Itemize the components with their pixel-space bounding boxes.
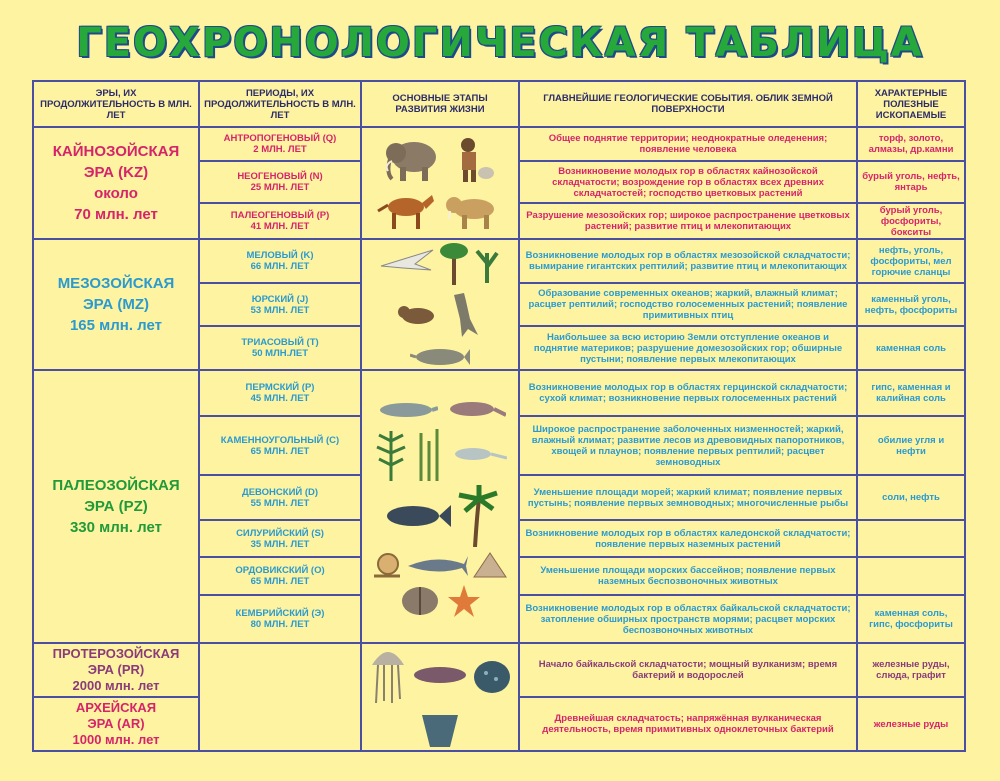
- amphibian-icon: [374, 396, 438, 422]
- period-j: [200, 284, 360, 325]
- era-code: ЭРА (MZ): [82, 296, 149, 313]
- rodent-icon: [396, 302, 440, 326]
- event-n: Возникновение молодых гор в областях кайнозойской складчатости; возрождение гор в областях всех древних складчатостей; господство цветковых растений: [552, 165, 824, 199]
- fish-icon: [381, 501, 451, 531]
- event-t: Наибольшее за всю историю Земли отступление океанов и поднятие материков; разрушение домезозойских гор; обширные пустыни; появление первых млекопитающих: [533, 331, 843, 365]
- period-duration: 45 МЛН. ЛЕТ: [250, 393, 310, 404]
- period-name: ДЕВОНСКИЙ (D): [241, 486, 319, 498]
- period-name: КАМЕННОУГОЛЬНЫЙ (C): [220, 434, 340, 446]
- event-q: Общее поднятие территории; неоднократные оледенения; появление человека: [548, 133, 828, 155]
- event-s: Возникновение молодых гор в областях каледонской складчатости; появление первых наземных растений: [525, 527, 851, 550]
- period-k: [200, 240, 360, 282]
- period-o: [200, 558, 360, 594]
- period-duration: 66 МЛН. ЛЕТ: [250, 261, 310, 272]
- archaeocyath-icon: [418, 709, 462, 749]
- shark-icon: [406, 552, 468, 578]
- palm-tree-icon: [455, 485, 499, 547]
- event-d: Уменьшение площади морей; жаркий климат; появление первых пустынь; появление первых земноводных; многочисленные рыбы: [527, 486, 849, 509]
- period-name: АНТРОПОГЕНОВЫЙ (Q): [223, 133, 337, 144]
- era-ar: [34, 698, 198, 750]
- starfish-icon: [446, 583, 482, 619]
- period-duration: 50 МЛН.ЛЕТ: [251, 348, 309, 359]
- mineral-d: соли, нефть: [882, 492, 940, 503]
- era-name: ПАЛЕОЗОЙСКАЯ: [52, 477, 180, 494]
- period-duration: 80 МЛН. ЛЕТ: [250, 619, 310, 630]
- era-duration: 1000 млн. лет: [72, 732, 160, 747]
- event-p: Разрушение мезозойских гор; широкое распространение цветковых растений; развитие птиц и млекопитающих: [526, 210, 850, 232]
- era-pz: [34, 371, 198, 642]
- mineral-k: нефть, уголь, фосфориты, мел горючие сланцы: [870, 244, 952, 278]
- mineral-cambrian: каменная соль, гипс, фосфориты: [869, 608, 953, 630]
- period-p: [200, 204, 360, 238]
- geochronological-table: [32, 80, 966, 752]
- era-pr: [34, 644, 198, 696]
- event-perm: Возникновение молодых гор в областях герцинской складчатости; сухой климат; возникновение первых голосеменных растений: [528, 382, 848, 404]
- mineral-t: каменная соль: [875, 342, 947, 354]
- era-kz: [34, 128, 198, 238]
- jellyfish-icon: [368, 645, 408, 705]
- period-duration: 65 МЛН. ЛЕТ: [250, 445, 310, 457]
- life-mesozoic: [362, 240, 518, 369]
- era-duration: 70 млн. лет: [74, 206, 158, 223]
- era-about: около: [94, 185, 138, 202]
- era-name: ПРОТЕРОЗОЙСКАЯ: [52, 646, 180, 661]
- plant-icon: [473, 243, 501, 283]
- palm-icon: [439, 241, 469, 285]
- mammoth-icon: [382, 135, 444, 185]
- mineral-p: бурый уголь, фосфориты, бокситы: [879, 204, 943, 238]
- horsetail-icon: [413, 427, 443, 481]
- horse-icon: [376, 189, 438, 231]
- era-name: АРХЕЙСКАЯ: [75, 700, 157, 715]
- event-cambrian: Возникновение молодых гор в областях байкальской складчатости; затопление обширных пространств морями; расцвет морских беспозвоночных животных: [525, 602, 851, 636]
- period-name: МЕЛОВЫЙ (K): [246, 250, 314, 261]
- era-name: КАЙНОЗОЙСКАЯ: [52, 143, 180, 160]
- page-title: ГЕОХРОНОЛОГИЧЕСКАЯ ТАБЛИЦА: [76, 20, 924, 66]
- event-j: Образование современных океанов; жаркий, влажный климат; расцвет рептилий; господство голосеменных растений; появление примитивных птиц: [528, 288, 848, 321]
- period-name: ПЕРМСКИЙ (P): [245, 382, 315, 393]
- period-q: [200, 128, 360, 160]
- period-s: [200, 521, 360, 556]
- reptile-icon: [442, 395, 506, 423]
- lizard-icon: [447, 442, 507, 466]
- event-k: Возникновение молодых гор в областях мезозойской складчатости; вымирание гигантских рептилий; развитие птиц и млекопитающих: [525, 250, 851, 272]
- era-code: ЭРА (PZ): [84, 498, 148, 515]
- snail-icon: [372, 552, 402, 578]
- period-duration: 2 МЛН. ЛЕТ: [253, 144, 307, 155]
- period-perm: [200, 371, 360, 415]
- mineral-ar: железные руды: [873, 718, 949, 730]
- era-duration: 330 млн. лет: [69, 519, 163, 536]
- era-code: ЭРА (KZ): [83, 164, 149, 181]
- period-duration: 55 МЛН. ЛЕТ: [250, 497, 310, 509]
- period-name: КЕМБРИЙСКИЙ (Э): [235, 608, 325, 619]
- period-duration: 53 МЛН. ЛЕТ: [250, 304, 310, 316]
- era-name: МЕЗОЗОЙСКАЯ: [57, 275, 175, 292]
- period-c: [200, 417, 360, 474]
- ichthyosaur-icon: [410, 343, 470, 369]
- era-duration: 2000 млн. лет: [72, 678, 160, 693]
- mineral-o: [858, 558, 964, 594]
- period-name: СИЛУРИЙСКИЙ (S): [236, 527, 324, 539]
- mineral-c: обилие угля и нефти: [877, 434, 945, 457]
- period-d: [200, 476, 360, 519]
- header-minerals: ХАРАКТЕРНЫЕ ПОЛЕЗНЫЕ ИСКОПАЕМЫЕ: [874, 87, 948, 121]
- era-duration: 165 млн. лет: [69, 317, 163, 334]
- mineral-n: бурый уголь, нефть, янтарь: [862, 171, 960, 193]
- event-pr: Начало байкальской складчатости; мощный вулканизм; время бактерий и водорослей: [538, 659, 838, 681]
- shell-icon: [472, 551, 508, 579]
- event-ar: Древнейшая складчатость; напряжённая вулканическая деятельность, время примитивных одноклеточных бактерий: [542, 713, 834, 735]
- header-life: ОСНОВНЫЕ ЭТАПЫ РАЗВИТИЯ ЖИЗНИ: [392, 93, 488, 115]
- bird-icon: [379, 248, 435, 278]
- era-code: ЭРА (AR): [87, 716, 145, 731]
- period-name: ОРДОВИКСКИЙ (O): [235, 565, 325, 576]
- mineral-pr: железные руды, слюда, графит: [872, 659, 950, 681]
- period-name: НЕОГЕНОВЫЙ (N): [237, 171, 323, 182]
- life-paleozoic: [362, 371, 518, 642]
- caveman-icon: [448, 135, 498, 185]
- header-events: ГЛАВНЕЙШИЕ ГЕОЛОГИЧЕСКИЕ СОБЫТИЯ. ОБЛИК ЗЕМНОЙ ПОВЕРХНОСТИ: [543, 93, 833, 115]
- mineral-s: [858, 521, 964, 556]
- header-eras: ЭРЫ, ИХ ПРОДОЛЖИТЕЛЬНОСТЬ В МЛН. ЛЕТ: [40, 87, 192, 121]
- period-cambrian: [200, 596, 360, 642]
- period-name: ЮРСКИЙ (J): [251, 293, 309, 305]
- dinosaur-icon: [444, 289, 484, 339]
- event-o: Уменьшение площади морских бассейнов; появление первых наземных беспозвоночных животных: [540, 565, 836, 587]
- sponge-icon: [472, 655, 512, 695]
- period-duration: 25 МЛН. ЛЕТ: [250, 182, 310, 193]
- period-t: [200, 327, 360, 369]
- period-duration: 41 МЛН. ЛЕТ: [250, 221, 310, 232]
- worm-icon: [412, 663, 468, 687]
- event-c: Широкое распространение заболоченных низменностей; жаркий, влажный климат; развитие лесов из древовидных папоротников, хвощей и плаунов; появление первых рептилий; расцвет земноводных: [531, 423, 845, 468]
- mineral-perm: гипс, каменная и калийная соль: [871, 382, 951, 404]
- fern-icon: [373, 427, 409, 481]
- mineral-j: каменный уголь, нефть, фосфориты: [864, 293, 958, 316]
- period-duration: 65 МЛН. ЛЕТ: [250, 576, 310, 587]
- period-duration: 35 МЛН. ЛЕТ: [250, 538, 310, 550]
- header-periods: ПЕРИОДЫ, ИХ ПРОДОЛЖИТЕЛЬНОСТЬ В МЛН. ЛЕТ: [204, 87, 356, 121]
- era-mz: [34, 240, 198, 369]
- life-cenozoic: [362, 128, 518, 238]
- period-name: ТРИАСОВЫЙ (T): [241, 337, 319, 348]
- era-code: ЭРА (PR): [87, 662, 145, 677]
- trilobite-icon: [398, 583, 442, 619]
- period-name: ПАЛЕОГЕНОВЫЙ (P): [230, 210, 330, 221]
- life-precambrian: [362, 644, 518, 750]
- period-n: [200, 162, 360, 202]
- mineral-q: торф, золото, алмазы, др.камни: [868, 133, 954, 155]
- sabertooth-icon: [442, 189, 504, 231]
